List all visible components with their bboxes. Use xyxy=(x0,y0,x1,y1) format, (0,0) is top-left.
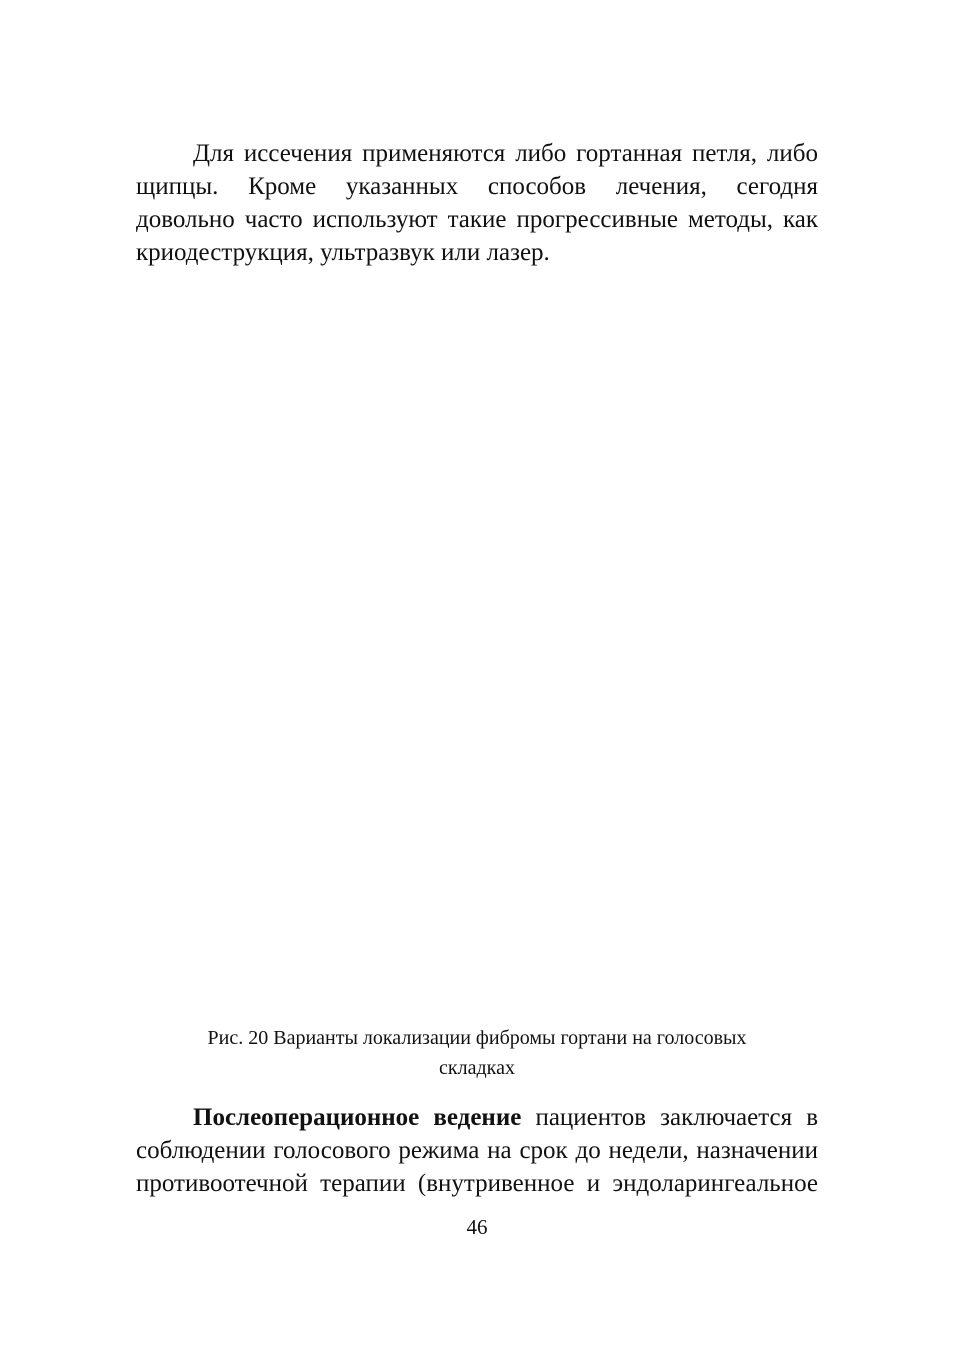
figure-image-area xyxy=(136,300,818,1000)
page-number: 46 xyxy=(466,1215,488,1239)
bold-lead-term: Послеоперационное ведение xyxy=(193,1104,522,1131)
caption-line: складках xyxy=(439,1057,515,1079)
paragraph-line: Для иссечения применяются либо гортанная петля, либо xyxy=(193,140,818,167)
caption-line: Рис. 20 Варианты локализации фибромы гортани на голосовых xyxy=(207,1027,747,1049)
figure-caption xyxy=(136,1023,818,1083)
paragraph-line xyxy=(136,1101,818,1134)
paragraph-line: щипцы. Кроме указанных способов лечения, сегодня xyxy=(136,173,818,200)
paragraph-line: противоотечной терапии (внутривенное и эндоларингеальное xyxy=(136,1170,818,1197)
paragraph-text: пациентов заключается в xyxy=(521,1104,819,1131)
paragraph-line: соблюдении голосового режима на срок до недели, назначении xyxy=(136,1137,818,1164)
paragraph-line: довольно часто используют такие прогрессивные методы, как xyxy=(136,206,818,233)
top-paragraph xyxy=(136,137,818,269)
paragraph-line: криодеструкция, ультразвук или лазер. xyxy=(136,239,550,266)
bottom-paragraph xyxy=(136,1101,818,1200)
